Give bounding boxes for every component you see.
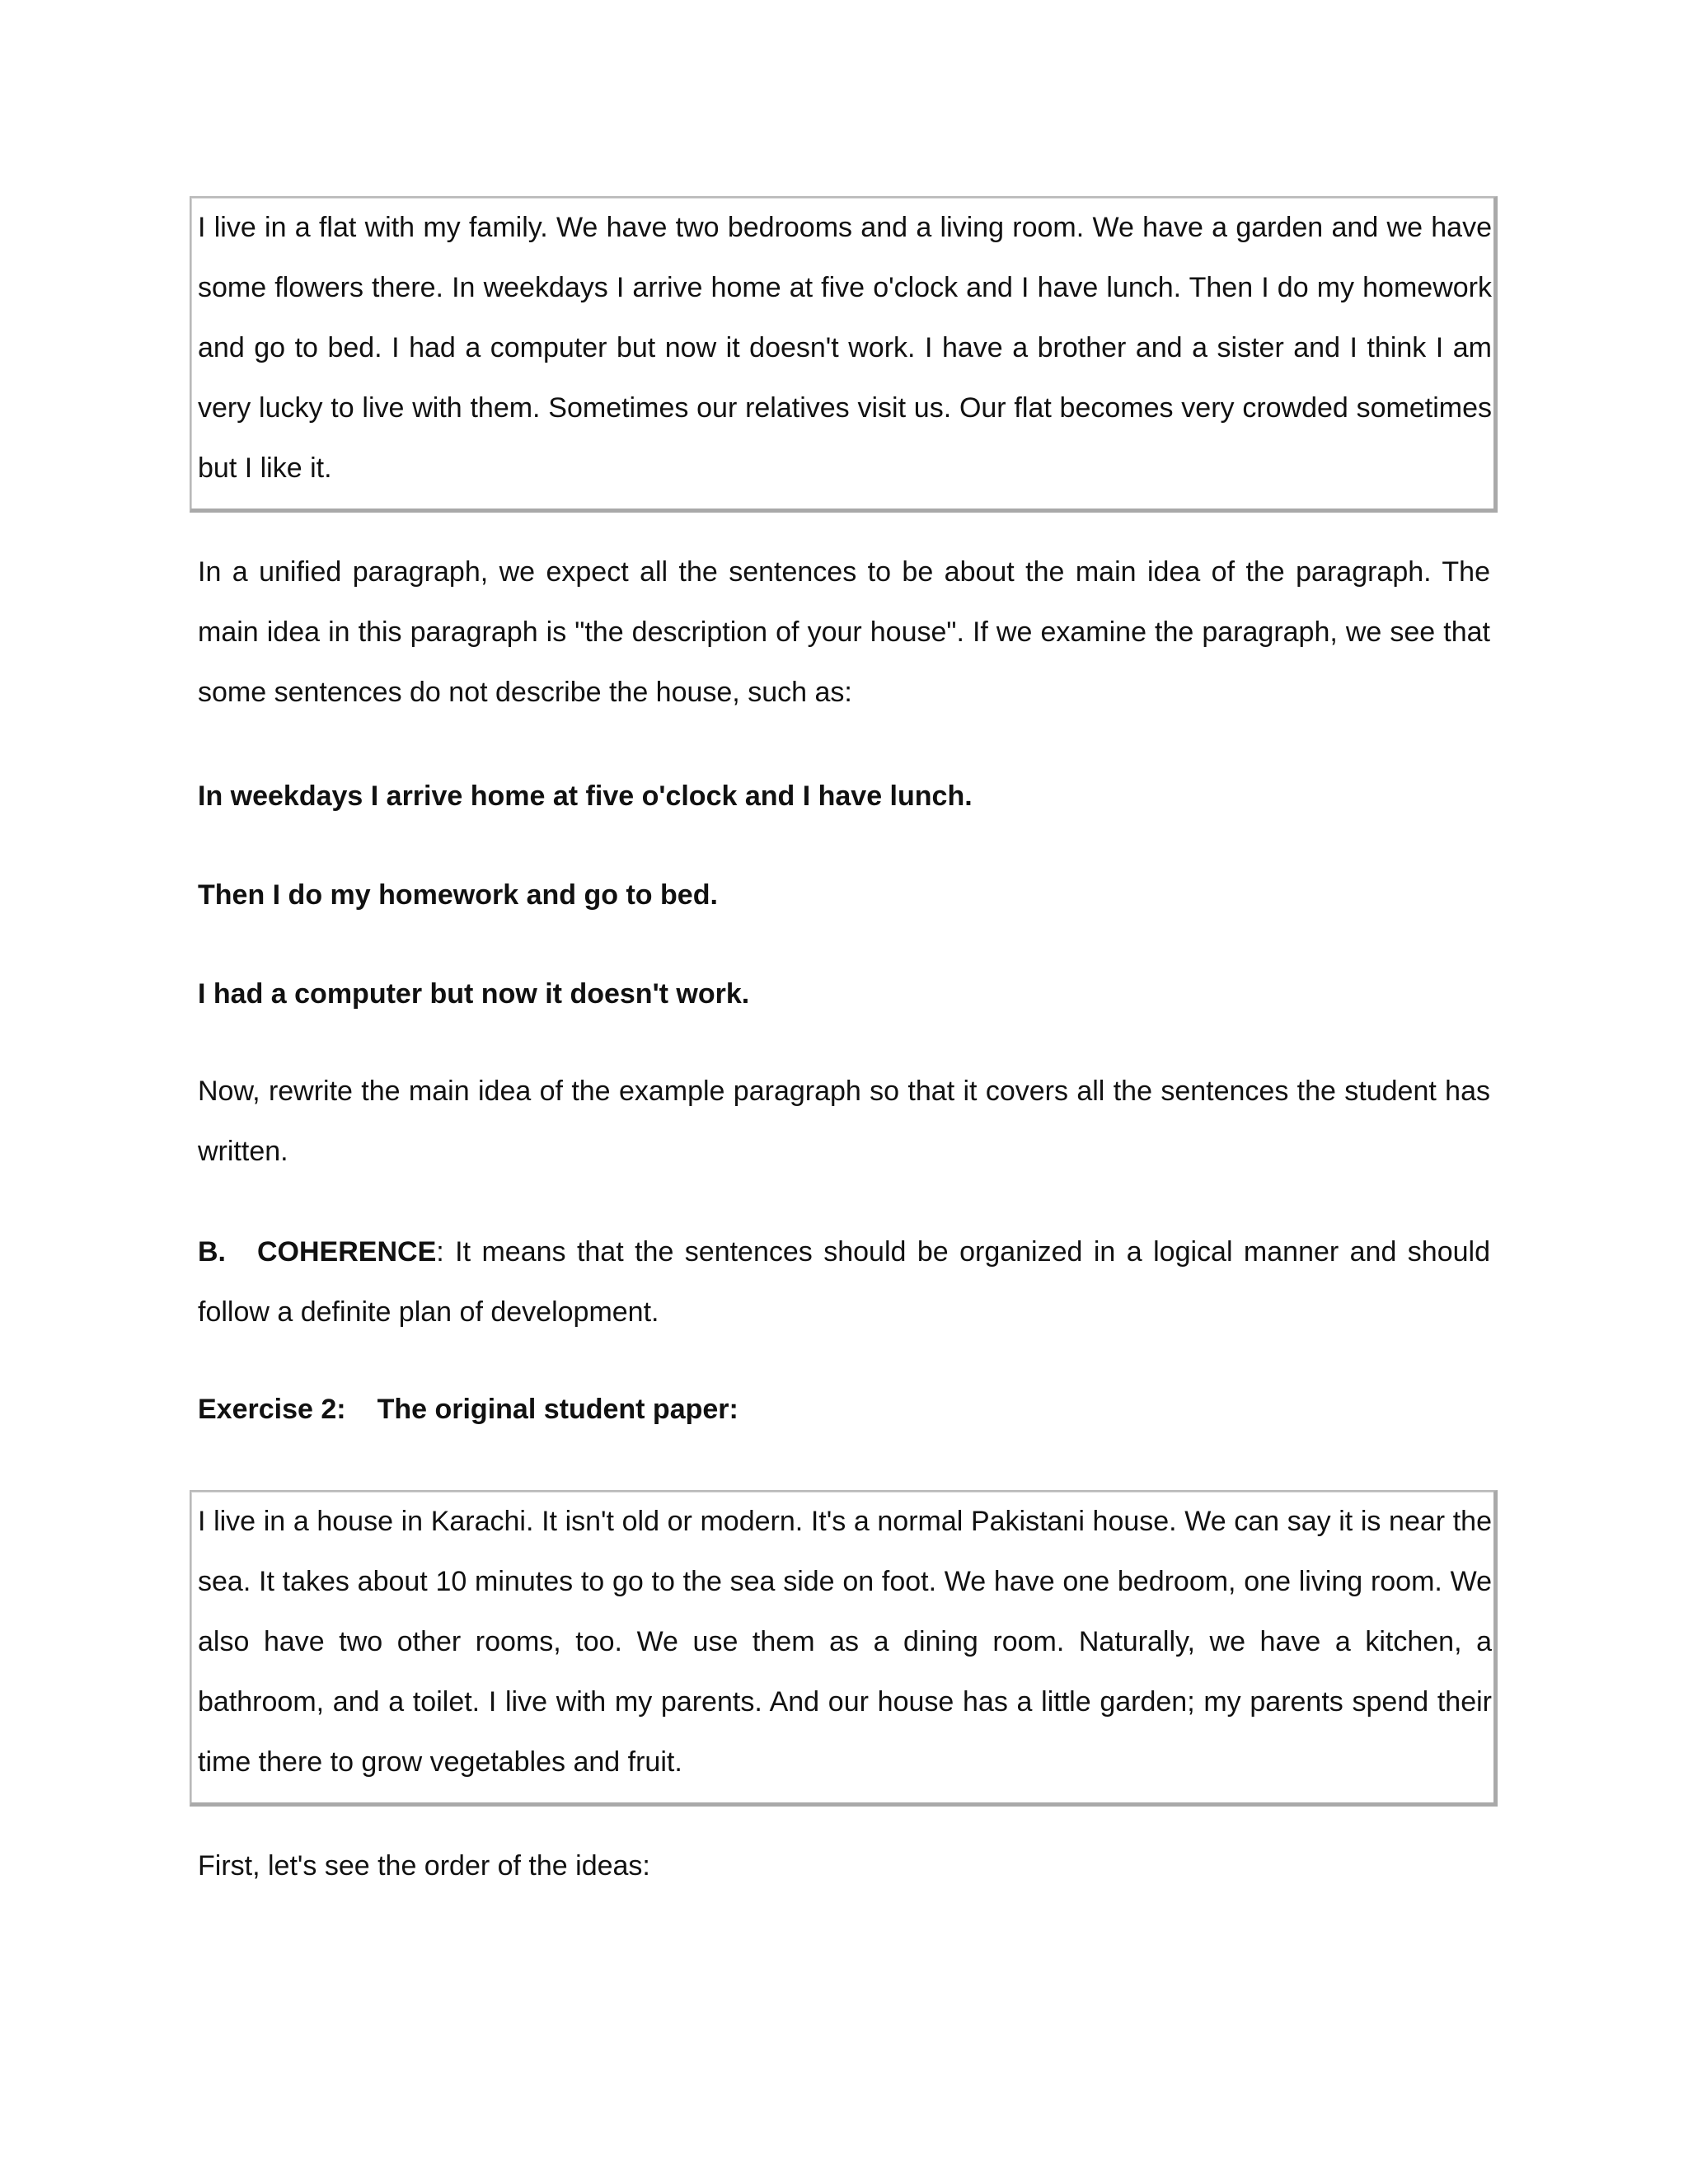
rewrite-instruction <box>198 1062 1490 1182</box>
exercise-2-heading <box>198 1393 738 1426</box>
example-sentence-1: In weekdays I arrive home at five o'clock and I have lunch. <box>198 780 973 812</box>
unity-explanation-text: In a unified paragraph, we expect all the sentences to be about the main idea of the paragraph. The main idea in this paragraph is "the description of your house". If we examine the paragraph, we see that some sentences do not describe the house, such as: <box>198 556 1490 708</box>
coherence-letter: B. <box>198 1236 226 1268</box>
example-sentence-3: I had a computer but now it doesn't work. <box>198 978 750 1010</box>
coherence-section <box>198 1222 1490 1343</box>
coherence-text: : It means that the sentences should be organized in a logical manner and should follow a definite plan of development. <box>198 1236 1490 1328</box>
example-paragraph-box-2 <box>190 1490 1498 1807</box>
coherence-term: COHERENCE <box>257 1236 437 1268</box>
coherence-definition <box>198 1222 1490 1343</box>
unity-explanation <box>198 542 1490 723</box>
order-instruction <box>198 1836 1490 1896</box>
example-paragraph-2: I live in a house in Karachi. It isn't old or modern. It's a normal Pakistani house. We can say it is near the sea. It takes about 10 minutes to go to the sea side on foot. We have one bedroom, one living room. We also have two other rooms, too. We use them as a dining room. Naturally, we have a kitchen, a bathroom, and a toilet. I live with my parents. And our house has a little garden; my parents spend their time there to grow vegetables and fruit. <box>198 1506 1492 1778</box>
exercise-2-label: Exercise 2: <box>198 1394 346 1425</box>
example-paragraph-1: I live in a flat with my family. We have two bedrooms and a living room. We have a garden and we have some flowers there. In weekdays I arrive home at five o'clock and I have lunch. Then I do my homework and go to bed. I had a computer but now it doesn't work. I have a brother and a sister and I think I am very lucky to live with them. Sometimes our relatives visit us. Our flat becomes very crowded sometimes but I like it. <box>198 212 1492 484</box>
rewrite-instruction-text: Now, rewrite the main idea of the example paragraph so that it covers all the sentences the student has written. <box>198 1076 1490 1167</box>
order-instruction-text: First, let's see the order of the ideas: <box>198 1850 650 1882</box>
example-paragraph-box-1 <box>190 196 1498 513</box>
example-sentence-2: Then I do my homework and go to bed. <box>198 879 718 911</box>
exercise-2-title: The original student paper: <box>377 1394 738 1425</box>
